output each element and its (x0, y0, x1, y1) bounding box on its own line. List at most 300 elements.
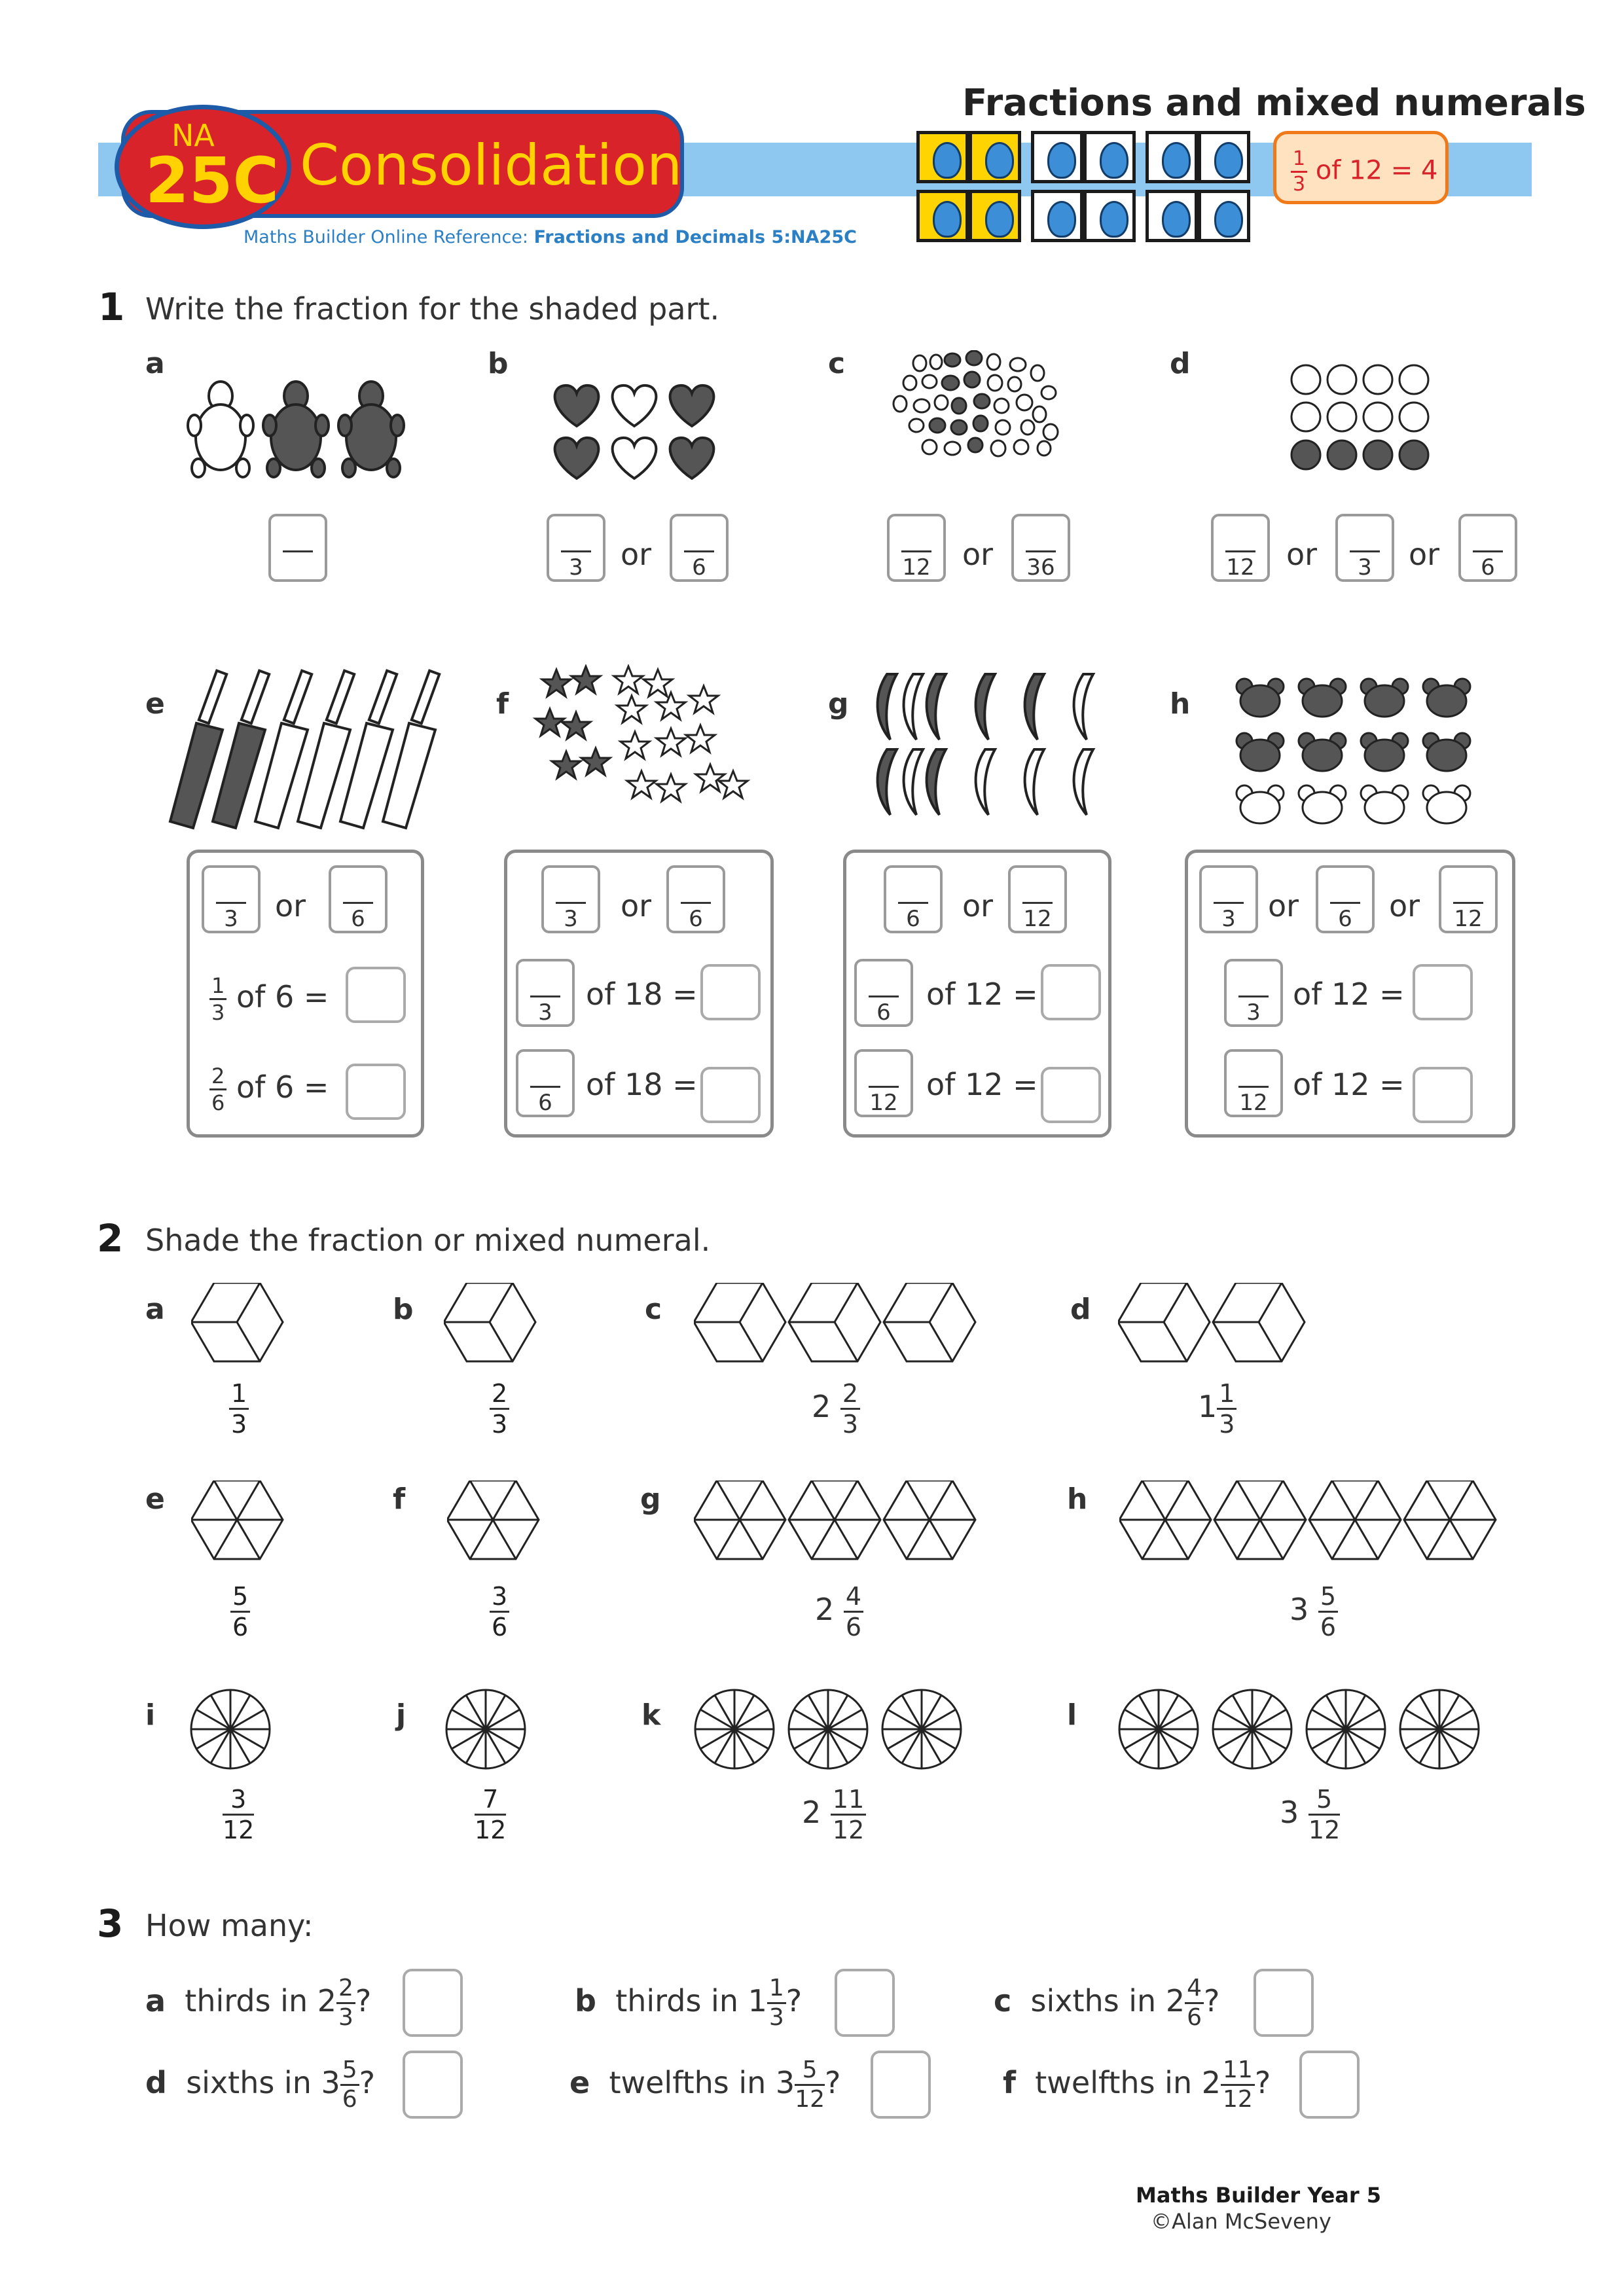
q2h-shapes[interactable] (1119, 1480, 1499, 1562)
q1f-denominator-1: 3 (564, 906, 578, 932)
banana-icon (1074, 674, 1093, 740)
fraction (1318, 1584, 1338, 1640)
denominator: 6 (492, 1613, 508, 1641)
or-text: or (962, 888, 994, 924)
star-icon (657, 692, 685, 719)
q1f-answer-box-1[interactable] (541, 865, 600, 933)
q3a-answer[interactable] (403, 1969, 463, 2037)
q1-number: 1 (98, 285, 125, 329)
footer-copyright: ©Alan McSeveny (1151, 2209, 1331, 2234)
q2a-shape[interactable] (191, 1283, 286, 1365)
denominator: 6 (1320, 1613, 1337, 1641)
banana-icon (1025, 749, 1044, 815)
q2i-shape[interactable] (190, 1689, 272, 1770)
q1d-answer-box-1[interactable] (1211, 514, 1270, 582)
bear-face-icon (1236, 679, 1284, 717)
q2h-label (1290, 1584, 1338, 1640)
denominator: 3 (231, 1410, 247, 1439)
letter: e (569, 2065, 590, 2100)
circle-twelfths-shape (1400, 1690, 1479, 1768)
circle-twelfths-shape (1119, 1690, 1198, 1768)
cricket-bat-icon (383, 671, 439, 828)
numerator: 5 (1318, 1584, 1338, 1613)
fraction (767, 1977, 786, 2030)
q3b-answer[interactable] (835, 1969, 895, 2037)
star-icon (552, 751, 581, 778)
q3-number: 3 (97, 1901, 124, 1946)
q2k-letter: k (641, 1698, 661, 1732)
q2b-shape[interactable] (444, 1283, 539, 1365)
q1c-answer-box-1[interactable] (887, 514, 946, 582)
q3-instruction: How many: (145, 1908, 314, 1943)
bananas-illustration (874, 668, 1110, 825)
reference-code: Fractions and Decimals 5:NA25C (533, 227, 857, 247)
q2l-letter: l (1067, 1698, 1077, 1732)
star-icon (696, 764, 725, 791)
denominator: 12 (795, 2086, 825, 2113)
heart-icon (670, 438, 714, 478)
q2b-letter: b (393, 1293, 414, 1326)
question-mark: ? (825, 2065, 841, 2100)
bear-face-icon (1423, 733, 1470, 771)
q1g-letter: g (828, 687, 849, 721)
heart-icon (555, 386, 599, 426)
q1a-letter: a (145, 347, 165, 380)
circle-twelfths-shape (1213, 1690, 1291, 1768)
q1h-answer-1[interactable] (1413, 964, 1473, 1020)
star-icon (562, 712, 590, 739)
q1h-row-2-text: of 12 = (1293, 1067, 1405, 1102)
badge-code-top: NA (171, 118, 215, 153)
denominator: 3 (211, 1000, 225, 1025)
prompt: twelfths in 2 (1035, 2065, 1221, 2100)
q1c-letter: c (828, 347, 846, 380)
q2a-label (229, 1381, 249, 1437)
q2c-label (812, 1381, 860, 1437)
q1f-answer-2[interactable] (700, 1067, 761, 1123)
q1c-denominator-2: 36 (1026, 554, 1055, 581)
whole-number: 2 (812, 1389, 831, 1424)
q2e-label (230, 1584, 250, 1640)
mascot-tile-icon (916, 190, 969, 242)
q2j-letter: j (396, 1698, 406, 1732)
prompt: sixths in 3 (186, 2065, 340, 2100)
numerator: 3 (490, 1584, 509, 1613)
q1f-denominator-2: 6 (689, 906, 703, 932)
heart-icon (613, 386, 657, 426)
q2c-letter: c (645, 1293, 662, 1326)
hexagon-sixths-shape (694, 1480, 785, 1559)
banana-icon (976, 674, 995, 740)
fraction (340, 2058, 359, 2111)
cube-hexagon-shape (444, 1283, 535, 1361)
q3f-text (1003, 2058, 1271, 2111)
bear-face-icon (1236, 733, 1284, 771)
circle-twelfths-shape (695, 1690, 774, 1768)
banana-icon (878, 674, 897, 740)
q2l-shapes[interactable] (1118, 1689, 1485, 1770)
q1d-answer-box-2[interactable] (1335, 514, 1394, 582)
q2b-label (490, 1381, 509, 1437)
q1g-denominator-1: 6 (906, 906, 920, 932)
fraction (490, 1584, 509, 1640)
denominator: 3 (338, 2004, 353, 2031)
bear-face-icon (1423, 785, 1470, 823)
numerator: 2 (490, 1381, 509, 1410)
mascot-tile-icon (969, 190, 1021, 242)
hexagon-sixths-shape (1214, 1480, 1306, 1559)
q2k-label (802, 1787, 866, 1842)
q3d-answer[interactable] (403, 2051, 463, 2119)
question-mark: ? (1204, 1983, 1220, 2018)
star-icon (535, 709, 564, 736)
bear-face-icon (1361, 733, 1408, 771)
or-text: or (1268, 888, 1299, 924)
q3e-text (569, 2058, 840, 2111)
mascot-tile-icon (1031, 131, 1083, 183)
denominator: 6 (342, 2086, 357, 2113)
hexagon-sixths-shape (789, 1480, 880, 1559)
q1f-row-2-box[interactable] (516, 1049, 575, 1117)
q2d-shapes[interactable] (1118, 1283, 1308, 1365)
denominator: 12 (223, 1816, 255, 1844)
or-text: or (1409, 537, 1440, 572)
q1b-letter: b (488, 347, 509, 380)
fraction (230, 1584, 250, 1640)
q2a-letter: a (145, 1293, 165, 1326)
q1e-row-1 (209, 975, 329, 1023)
cricket-bats-illustration (167, 664, 468, 834)
q2g-letter: g (640, 1482, 661, 1516)
question-mark: ? (1254, 2065, 1271, 2100)
circle-twelfths-shape (882, 1690, 961, 1768)
q2j-shape[interactable] (445, 1689, 527, 1770)
fraction (831, 1787, 866, 1842)
q2-number: 2 (97, 1216, 124, 1261)
q1f-row-2-text: of 18 = (586, 1067, 698, 1102)
numerator: 2 (209, 1066, 226, 1090)
denominator: 6 (232, 1613, 249, 1641)
q1d-denominator-3: 6 (1481, 554, 1495, 581)
letter: a (145, 1983, 166, 2018)
fraction (795, 2058, 825, 2111)
bear-face-icon (1299, 785, 1346, 823)
whole-number: 2 (815, 1592, 835, 1627)
bear-face-icon (1361, 679, 1408, 717)
q2f-letter: f (393, 1482, 406, 1516)
q1e-answer-box-1[interactable] (202, 865, 261, 933)
mascot-tile-icon (1083, 190, 1136, 242)
whole-number: 1 (1198, 1389, 1218, 1424)
mascot-tile-icon (1083, 131, 1136, 183)
star-icon (686, 725, 715, 752)
fraction (223, 1787, 254, 1842)
numerator: 11 (831, 1787, 866, 1816)
q1e-letter: e (145, 687, 165, 721)
turtle-icon (188, 382, 253, 477)
badge-title: Consolidation (300, 133, 683, 198)
q1g-row-2-denominator: 12 (869, 1090, 898, 1116)
star-icon (657, 774, 685, 801)
q1h-answer-box-2[interactable] (1316, 865, 1375, 933)
fraction (1308, 1787, 1340, 1842)
numerator: 3 (223, 1787, 254, 1816)
q1f-row-1-denominator: 3 (538, 999, 552, 1026)
star-icon (617, 696, 646, 723)
banana-icon (927, 749, 946, 815)
heart-icon (555, 438, 599, 478)
letter: d (145, 2065, 167, 2100)
numerator: 1 (229, 1381, 249, 1410)
q2i-letter: i (145, 1698, 156, 1732)
q1h-row-1-box[interactable] (1224, 959, 1283, 1027)
q1h-row-2-box[interactable] (1224, 1049, 1283, 1117)
pebbles-illustration (890, 350, 1100, 481)
star-icon (627, 771, 656, 798)
prompt: twelfths in 3 (609, 2065, 795, 2100)
fraction (229, 1381, 249, 1437)
stars-illustration (530, 664, 772, 821)
q1e-row-2 (209, 1066, 329, 1113)
q1d-letter: d (1170, 347, 1191, 380)
numerator: 4 (844, 1584, 863, 1613)
mascot-tile-icon (1198, 190, 1250, 242)
question-mark: ? (359, 2065, 376, 2100)
numerator: 1 (767, 1977, 786, 2004)
question-mark: ? (785, 1983, 803, 2018)
example-numerator: 1 (1291, 149, 1307, 173)
q1g-denominator-2: 12 (1023, 906, 1052, 932)
numerator: 11 (1221, 2058, 1255, 2086)
q1e-denominator-2: 6 (351, 906, 365, 932)
hexagon-sixths-shape (1119, 1480, 1211, 1559)
q3e-answer[interactable] (871, 2051, 931, 2119)
or-text: or (621, 888, 652, 924)
banana-icon (904, 674, 923, 740)
fraction (490, 1381, 509, 1437)
row-text: of 6 = (236, 1069, 329, 1105)
q2k-shapes[interactable] (694, 1689, 969, 1770)
reference-prefix: Maths Builder Online Reference: (244, 227, 534, 247)
star-icon (542, 670, 571, 696)
q2f-shape[interactable] (447, 1480, 542, 1562)
q1g-row-2-text: of 12 = (926, 1067, 1038, 1102)
denominator: 3 (492, 1410, 508, 1439)
turtle-icon (263, 382, 329, 477)
q1g-row-1-box[interactable] (854, 959, 913, 1027)
q1g-answer-2[interactable] (1041, 1067, 1101, 1123)
fraction (475, 1787, 506, 1842)
turtle-icon (338, 382, 404, 477)
or-text: or (1389, 888, 1420, 924)
q1h-denominator-1: 3 (1221, 906, 1236, 932)
online-reference (244, 227, 857, 247)
q1f-answer-box-2[interactable] (666, 865, 725, 933)
whole-number: 2 (802, 1795, 821, 1830)
fraction (844, 1584, 863, 1640)
mascot-tile-icon (1146, 190, 1198, 242)
or-text: or (621, 537, 652, 572)
cube-hexagon-shape (191, 1283, 283, 1361)
circle-twelfths-shape (446, 1690, 525, 1768)
numerator: 5 (795, 2058, 825, 2086)
numerator: 5 (340, 2058, 359, 2086)
q1e-answer-box-2[interactable] (329, 865, 388, 933)
fraction (1185, 1977, 1204, 2030)
cube-hexagon-shape (694, 1283, 785, 1361)
turtles-illustration (187, 380, 409, 484)
cube-hexagon-shape (1213, 1283, 1305, 1361)
q1b-denominator-2: 6 (692, 554, 706, 581)
q3d-text (145, 2058, 375, 2111)
q1f-letter: f (496, 687, 509, 721)
denominator: 3 (1219, 1410, 1235, 1439)
cube-hexagon-shape (884, 1283, 975, 1361)
hexagon-sixths-shape (1404, 1480, 1496, 1559)
q2d-label (1198, 1381, 1236, 1437)
whole-number: 3 (1280, 1795, 1299, 1830)
numerator: 1 (209, 975, 226, 1000)
q3b-text (575, 1977, 802, 2030)
heart-icon (670, 386, 714, 426)
q1b-denominator-1: 3 (569, 554, 583, 581)
q1e-answer-1[interactable] (346, 967, 406, 1023)
circle-twelfths-shape (191, 1690, 270, 1768)
mascot-tile-icon (969, 131, 1021, 183)
fraction (1221, 2058, 1255, 2111)
prompt: thirds in 2 (185, 1983, 336, 2018)
mascot-tile-icon (1146, 131, 1198, 183)
q2d-letter: d (1070, 1293, 1091, 1326)
star-icon (643, 670, 672, 696)
q2c-shapes[interactable] (694, 1283, 979, 1365)
q1e-denominator-1: 3 (224, 906, 238, 932)
q1f-row-2-denominator: 6 (538, 1090, 552, 1116)
q1b-answer-box-2[interactable] (670, 514, 729, 582)
banana-icon (927, 674, 946, 740)
bear-face-icon (1361, 785, 1408, 823)
q1-instruction: Write the fraction for the shaded part. (145, 291, 720, 327)
q1b-answer-box-1[interactable] (547, 514, 605, 582)
banana-icon (904, 749, 923, 815)
fraction (209, 1066, 226, 1113)
fraction (840, 1381, 860, 1437)
q3f-answer[interactable] (1299, 2051, 1360, 2119)
letter: c (994, 1983, 1012, 2018)
fraction (336, 1977, 355, 2030)
q1e-answer-2[interactable] (346, 1064, 406, 1120)
q1h-answer-box-1[interactable] (1199, 865, 1258, 933)
cube-hexagon-shape (789, 1283, 880, 1361)
fraction (1217, 1381, 1236, 1437)
star-icon (621, 732, 649, 759)
banana-icon (1025, 674, 1044, 740)
bear-face-icon (1423, 679, 1470, 717)
question-mark: ? (355, 1983, 372, 2018)
star-icon (581, 748, 610, 775)
q1g-row-2-box[interactable] (854, 1049, 913, 1117)
q2-instruction: Shade the fraction or mixed numeral. (145, 1223, 711, 1258)
q2g-shapes[interactable] (694, 1480, 979, 1562)
numerator: 7 (475, 1787, 506, 1816)
denominator: 3 (842, 1410, 859, 1439)
banana-icon (1074, 749, 1093, 815)
row-text: of 6 = (236, 979, 329, 1014)
mascot-tile-icon (1031, 190, 1083, 242)
whole-number: 3 (1290, 1592, 1309, 1627)
circle-twelfths-shape (1307, 1690, 1385, 1768)
q1g-row-1-text: of 12 = (926, 977, 1038, 1012)
q3c-text (994, 1977, 1219, 2030)
q1g-answer-1[interactable] (1041, 964, 1101, 1020)
or-text: or (275, 888, 306, 924)
heart-icon (613, 438, 657, 478)
q2e-shape[interactable] (191, 1480, 286, 1562)
denominator: 6 (211, 1090, 225, 1115)
numerator: 2 (840, 1381, 860, 1410)
denominator: 12 (1308, 1816, 1341, 1844)
q1h-answer-box-3[interactable] (1439, 865, 1498, 933)
mascot-tile-icon (916, 131, 969, 183)
letter: b (575, 1983, 596, 2018)
numerator: 4 (1185, 1977, 1204, 2004)
example-note-text (1291, 149, 1437, 194)
numerator: 2 (336, 1977, 355, 2004)
badge-code-number: 25C (145, 144, 280, 217)
denominator: 12 (1223, 2086, 1253, 2113)
q1c-denominator-1: 12 (902, 554, 931, 581)
q1d-answer-box-3[interactable] (1458, 514, 1517, 582)
q1d-denominator-2: 3 (1358, 554, 1372, 581)
hexagon-sixths-shape (191, 1480, 283, 1559)
q1h-row-1-denominator: 3 (1246, 999, 1261, 1026)
q1h-row-2-denominator: 12 (1239, 1090, 1268, 1116)
mascot-tile-icon (1198, 131, 1250, 183)
q1h-denominator-3: 12 (1454, 906, 1483, 932)
numerator: 5 (1308, 1787, 1340, 1816)
denominator: 6 (845, 1613, 862, 1641)
prompt: sixths in 2 (1030, 1983, 1185, 2018)
q1f-row-1-box[interactable] (516, 959, 575, 1027)
q2h-letter: h (1067, 1482, 1088, 1516)
q2g-label (815, 1584, 863, 1640)
or-text: or (962, 537, 994, 572)
q3c-answer[interactable] (1254, 1969, 1314, 2037)
denominator: 12 (475, 1816, 507, 1844)
q2j-label (475, 1787, 506, 1842)
example-fraction (1291, 149, 1307, 194)
hexagon-sixths-shape (884, 1480, 975, 1559)
q1c-answer-box-2[interactable] (1011, 514, 1070, 582)
star-icon (614, 666, 643, 693)
q1f-answer-1[interactable] (700, 964, 761, 1020)
bear-faces-illustration (1231, 671, 1492, 828)
banana-icon (976, 749, 995, 815)
circles-illustration (1290, 363, 1440, 481)
q1h-answer-2[interactable] (1413, 1067, 1473, 1123)
bear-face-icon (1299, 733, 1346, 771)
q1g-row-1-denominator: 6 (876, 999, 891, 1026)
bear-face-icon (1236, 785, 1284, 823)
or-text: or (1286, 537, 1318, 572)
q1g-answer-box-2[interactable] (1008, 865, 1067, 933)
q1g-answer-box-1[interactable] (884, 865, 943, 933)
numerator: 1 (1217, 1381, 1236, 1410)
fraction (209, 975, 226, 1023)
q2l-label (1280, 1787, 1340, 1842)
circle-twelfths-shape (789, 1690, 867, 1768)
q1a-answer-box[interactable] (268, 514, 327, 582)
